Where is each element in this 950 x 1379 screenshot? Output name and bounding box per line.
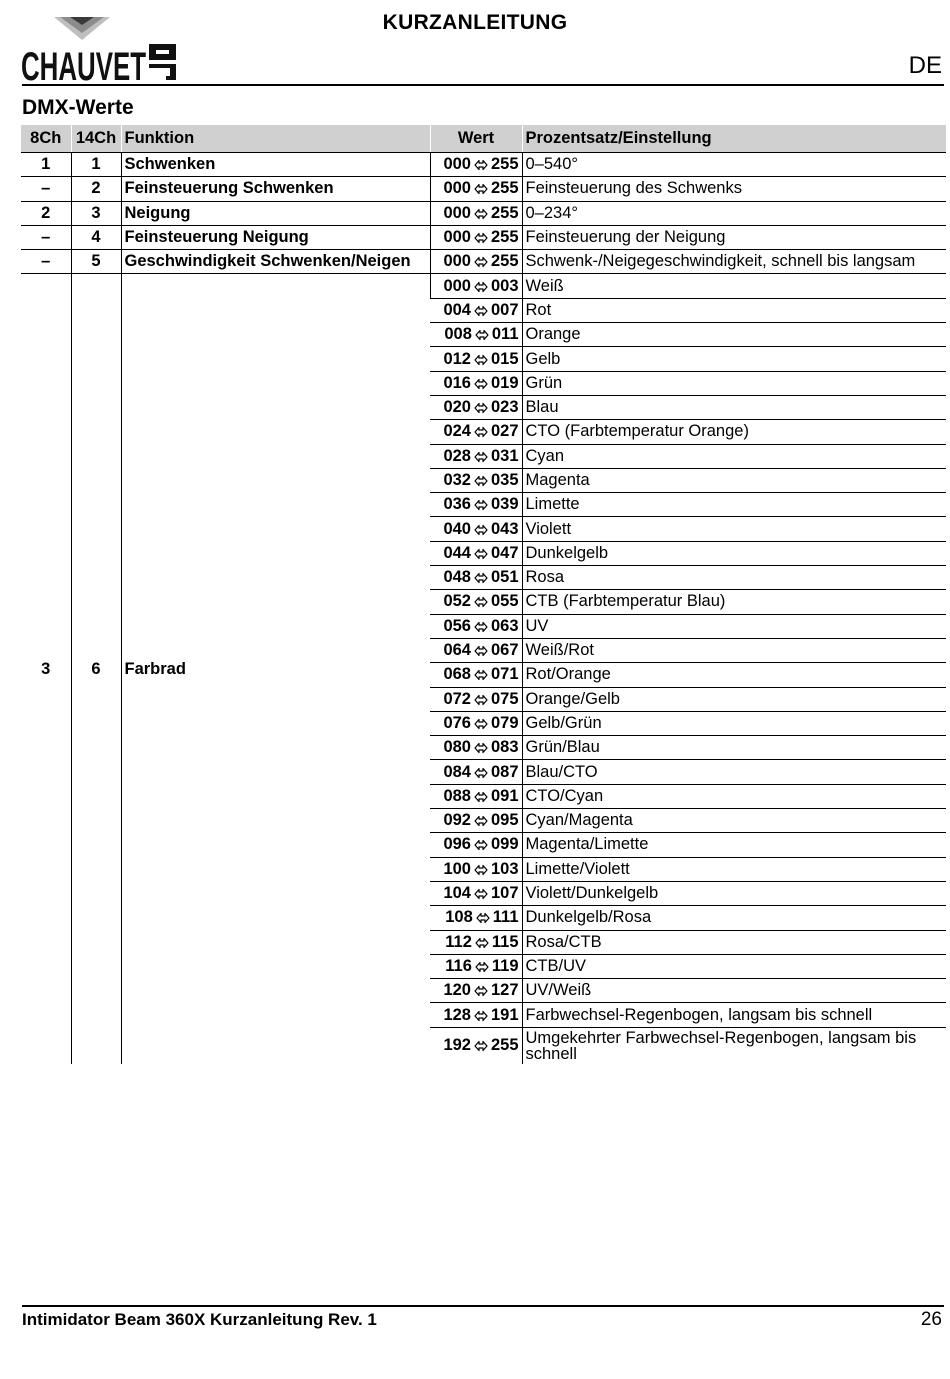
value-range — [430, 1003, 522, 1027]
range-to: 015 — [490, 349, 519, 368]
value-range — [430, 566, 522, 590]
range-to: 255 — [490, 179, 519, 198]
channel-14ch: 4 — [71, 225, 121, 249]
range-from: 000 — [443, 252, 471, 271]
range-from: 036 — [443, 495, 471, 514]
setting-description: Rosa — [522, 566, 946, 590]
value-range — [430, 323, 522, 347]
header-value: Wert — [430, 125, 522, 153]
language-code: DE — [908, 52, 942, 79]
range-to: 099 — [490, 835, 519, 854]
function-name: Farbrad — [121, 274, 430, 1064]
double-arrow-icon — [474, 499, 488, 511]
range-to: 003 — [490, 276, 519, 295]
setting-description: Orange — [522, 323, 946, 347]
value-range — [430, 371, 522, 395]
setting-description: Schwenk-/Neigegeschwindigkeit, schnell bis langsam — [522, 250, 946, 274]
range-to: 019 — [490, 373, 519, 392]
value-range — [430, 760, 522, 784]
range-to: 103 — [490, 859, 519, 878]
setting-description: Rot/Orange — [522, 663, 946, 687]
setting-description: UV — [522, 614, 946, 638]
range-from: 088 — [443, 786, 471, 805]
range-to: 063 — [490, 616, 519, 635]
setting-description: Feinsteuerung der Neigung — [522, 225, 946, 249]
range-to: 011 — [491, 325, 519, 344]
function-name: Schwenken — [121, 153, 430, 177]
range-from: 008 — [444, 325, 472, 344]
value-range — [430, 736, 522, 760]
setting-description: 0–234° — [522, 201, 946, 225]
page-number: 26 — [920, 1309, 942, 1330]
double-arrow-icon — [474, 839, 488, 851]
range-from: 028 — [443, 446, 471, 465]
setting-description: 0–540° — [522, 153, 946, 177]
channel-8ch: – — [21, 250, 71, 274]
setting-description: Limette/Violett — [522, 857, 946, 881]
double-arrow-icon — [475, 937, 489, 949]
range-to: 127 — [490, 981, 519, 1000]
range-from: 084 — [443, 762, 471, 781]
channel-8ch: 2 — [21, 201, 71, 225]
value-range — [430, 395, 522, 419]
function-name: Feinsteuerung Neigung — [121, 225, 430, 249]
range-to: 067 — [490, 641, 519, 660]
range-to: 087 — [490, 762, 519, 781]
double-arrow-icon — [474, 718, 488, 730]
setting-description: Blau/CTO — [522, 760, 946, 784]
double-arrow-icon — [474, 475, 488, 487]
channel-14ch: 6 — [71, 274, 121, 1064]
range-from: 128 — [443, 1005, 471, 1024]
value-range — [430, 444, 522, 468]
setting-description: Dunkelgelb/Rosa — [522, 906, 946, 930]
range-from: 016 — [443, 373, 471, 392]
value-range — [430, 833, 522, 857]
value-range — [430, 930, 522, 954]
double-arrow-icon — [474, 888, 488, 900]
value-range — [430, 493, 522, 517]
setting-description: Grün/Blau — [522, 736, 946, 760]
range-from: 048 — [443, 568, 471, 587]
range-to: 111 — [492, 908, 519, 927]
value-range — [430, 979, 522, 1003]
double-arrow-icon — [474, 572, 488, 584]
range-from: 000 — [443, 228, 471, 247]
range-from: 000 — [443, 276, 471, 295]
double-arrow-icon — [475, 329, 489, 341]
channel-8ch: – — [21, 225, 71, 249]
value-range — [430, 711, 522, 735]
setting-description: CTB/UV — [522, 954, 946, 978]
range-from: 040 — [443, 519, 471, 538]
range-from: 000 — [443, 179, 471, 198]
range-to: 007 — [490, 300, 519, 319]
setting-description: Cyan — [522, 444, 946, 468]
double-arrow-icon — [474, 742, 488, 754]
range-to: 119 — [491, 956, 519, 975]
setting-description: Blau — [522, 395, 946, 419]
double-arrow-icon — [474, 621, 488, 633]
setting-description: UV/Weiß — [522, 979, 946, 1003]
setting-description: Limette — [522, 493, 946, 517]
double-arrow-icon — [474, 985, 488, 997]
range-from: 000 — [443, 155, 471, 174]
table-header-row — [21, 125, 946, 153]
range-from: 024 — [443, 422, 471, 441]
double-arrow-icon — [474, 767, 488, 779]
value-range — [430, 663, 522, 687]
value-range — [430, 857, 522, 881]
header-function: Funktion — [121, 125, 430, 153]
range-from: 052 — [443, 592, 471, 611]
range-from: 020 — [443, 398, 471, 417]
value-range — [430, 274, 522, 298]
range-from: 092 — [443, 811, 471, 830]
range-from: 112 — [445, 932, 472, 951]
footer-rule — [22, 1305, 944, 1307]
setting-description: Weiß/Rot — [522, 638, 946, 662]
double-arrow-icon — [474, 815, 488, 827]
range-to: 255 — [490, 252, 519, 271]
double-arrow-icon — [474, 256, 488, 268]
range-to: 047 — [490, 543, 519, 562]
range-to: 083 — [490, 738, 519, 757]
setting-description: Dunkelgelb — [522, 541, 946, 565]
range-to: 191 — [490, 1005, 519, 1024]
table-row — [21, 274, 946, 298]
range-to: 039 — [490, 495, 519, 514]
range-to: 091 — [490, 786, 519, 805]
double-arrow-icon — [474, 524, 488, 536]
table-row — [21, 153, 946, 177]
value-range — [430, 225, 522, 249]
svg-text:CHAUVET: CHAUVET — [21, 45, 146, 89]
setting-description: Rot — [522, 298, 946, 322]
table-row — [21, 201, 946, 225]
range-to: 043 — [490, 519, 519, 538]
range-from: 072 — [443, 689, 471, 708]
range-to: 255 — [490, 203, 519, 222]
range-from: 056 — [443, 616, 471, 635]
value-range — [430, 541, 522, 565]
double-arrow-icon — [474, 645, 488, 657]
range-to: 071 — [490, 665, 519, 684]
setting-description: Magenta/Limette — [522, 833, 946, 857]
function-name: Feinsteuerung Schwenken — [121, 177, 430, 201]
setting-description: Farbwechsel-Regenbogen, langsam bis schnell — [522, 1003, 946, 1027]
value-range — [430, 809, 522, 833]
range-to: 023 — [490, 398, 519, 417]
range-from: 068 — [443, 665, 471, 684]
range-to: 255 — [490, 228, 519, 247]
double-arrow-icon — [474, 1040, 488, 1052]
range-to: 079 — [490, 713, 519, 732]
document-title: KURZANLEITUNG — [382, 11, 568, 34]
double-arrow-icon — [474, 354, 488, 366]
range-to: 027 — [490, 422, 519, 441]
range-from: 064 — [443, 641, 471, 660]
double-arrow-icon — [474, 451, 488, 463]
value-range — [430, 347, 522, 371]
setting-description: Magenta — [522, 468, 946, 492]
double-arrow-icon — [474, 183, 488, 195]
function-name: Geschwindigkeit Schwenken/Neigen — [121, 250, 430, 274]
value-range — [430, 881, 522, 905]
range-to: 115 — [491, 932, 519, 951]
range-from: 096 — [443, 835, 471, 854]
double-arrow-icon — [474, 548, 488, 560]
value-range — [430, 590, 522, 614]
value-range — [430, 420, 522, 444]
double-arrow-icon — [474, 402, 488, 414]
setting-description: Orange/Gelb — [522, 687, 946, 711]
setting-description: Feinsteuerung des Schwenks — [522, 177, 946, 201]
range-from: 080 — [443, 738, 471, 757]
channel-14ch: 2 — [71, 177, 121, 201]
double-arrow-icon — [474, 232, 488, 244]
double-arrow-icon — [474, 305, 488, 317]
setting-description: Gelb — [522, 347, 946, 371]
section-title: DMX-Werte — [22, 96, 134, 119]
double-arrow-icon — [474, 791, 488, 803]
range-to: 255 — [490, 155, 519, 174]
range-to: 055 — [490, 592, 519, 611]
value-range — [430, 1027, 522, 1064]
setting-description: Grün — [522, 371, 946, 395]
double-arrow-icon — [474, 669, 488, 681]
dmx-values-table — [21, 125, 946, 1064]
range-from: 004 — [443, 300, 471, 319]
double-arrow-icon — [474, 694, 488, 706]
channel-14ch: 3 — [71, 201, 121, 225]
value-range — [430, 517, 522, 541]
value-range — [430, 614, 522, 638]
channel-14ch: 1 — [71, 153, 121, 177]
setting-description: Violett/Dunkelgelb — [522, 881, 946, 905]
double-arrow-icon — [474, 159, 488, 171]
range-from: 032 — [443, 471, 471, 489]
range-to: 107 — [490, 884, 519, 903]
channel-8ch: 1 — [21, 153, 71, 177]
setting-description: Rosa/CTB — [522, 930, 946, 954]
value-range — [430, 177, 522, 201]
double-arrow-icon — [474, 596, 488, 608]
value-range — [430, 638, 522, 662]
range-from: 116 — [445, 956, 472, 975]
footer-document-name: Intimidator Beam 360X Kurzanleitung Rev. 1 — [22, 1310, 377, 1329]
value-range — [430, 906, 522, 930]
range-from: 108 — [445, 908, 473, 927]
range-from: 100 — [443, 859, 471, 878]
range-to: 095 — [490, 811, 519, 830]
value-range — [430, 201, 522, 225]
function-name: Neigung — [121, 201, 430, 225]
setting-description: CTO/Cyan — [522, 784, 946, 808]
channel-8ch: – — [21, 177, 71, 201]
setting-description: CTO (Farbtemperatur Orange) — [522, 420, 946, 444]
range-to: 255 — [490, 1036, 519, 1055]
range-to: 035 — [490, 471, 519, 489]
double-arrow-icon — [474, 208, 488, 220]
range-from: 076 — [443, 713, 471, 732]
double-arrow-icon — [476, 912, 490, 924]
value-range — [430, 784, 522, 808]
header-rule — [22, 84, 944, 86]
setting-description: CTB (Farbtemperatur Blau) — [522, 590, 946, 614]
range-to: 051 — [490, 568, 519, 587]
table-row — [21, 250, 946, 274]
header-14ch: 14Ch — [71, 125, 121, 153]
double-arrow-icon — [474, 864, 488, 876]
setting-description: Weiß — [522, 274, 946, 298]
double-arrow-icon — [474, 426, 488, 438]
double-arrow-icon — [474, 281, 488, 293]
table-row — [21, 177, 946, 201]
range-to: 031 — [490, 446, 519, 465]
table-row — [21, 225, 946, 249]
value-range — [430, 468, 522, 492]
value-range — [430, 687, 522, 711]
range-to: 075 — [490, 689, 519, 708]
range-from: 044 — [443, 543, 471, 562]
channel-14ch: 5 — [71, 250, 121, 274]
double-arrow-icon — [475, 961, 489, 973]
channel-8ch: 3 — [41, 659, 51, 678]
header-8ch: 8Ch — [21, 125, 71, 153]
double-arrow-icon — [474, 378, 488, 390]
value-range — [430, 954, 522, 978]
setting-description: Cyan/Magenta — [522, 809, 946, 833]
setting-description: Violett — [522, 517, 946, 541]
double-arrow-icon — [474, 1010, 488, 1022]
value-range — [430, 250, 522, 274]
range-from: 104 — [443, 884, 471, 903]
value-range — [430, 298, 522, 322]
setting-description: Gelb/Grün — [522, 711, 946, 735]
range-from: 120 — [443, 981, 471, 1000]
range-from: 192 — [443, 1036, 471, 1055]
header-setting: Prozentsatz/Einstellung — [522, 125, 946, 153]
range-from: 012 — [443, 349, 471, 368]
range-from: 000 — [443, 203, 471, 222]
setting-description: Umgekehrter Farbwechsel-Regenbogen, langsam bis schnell — [522, 1027, 946, 1064]
value-range — [430, 153, 522, 177]
